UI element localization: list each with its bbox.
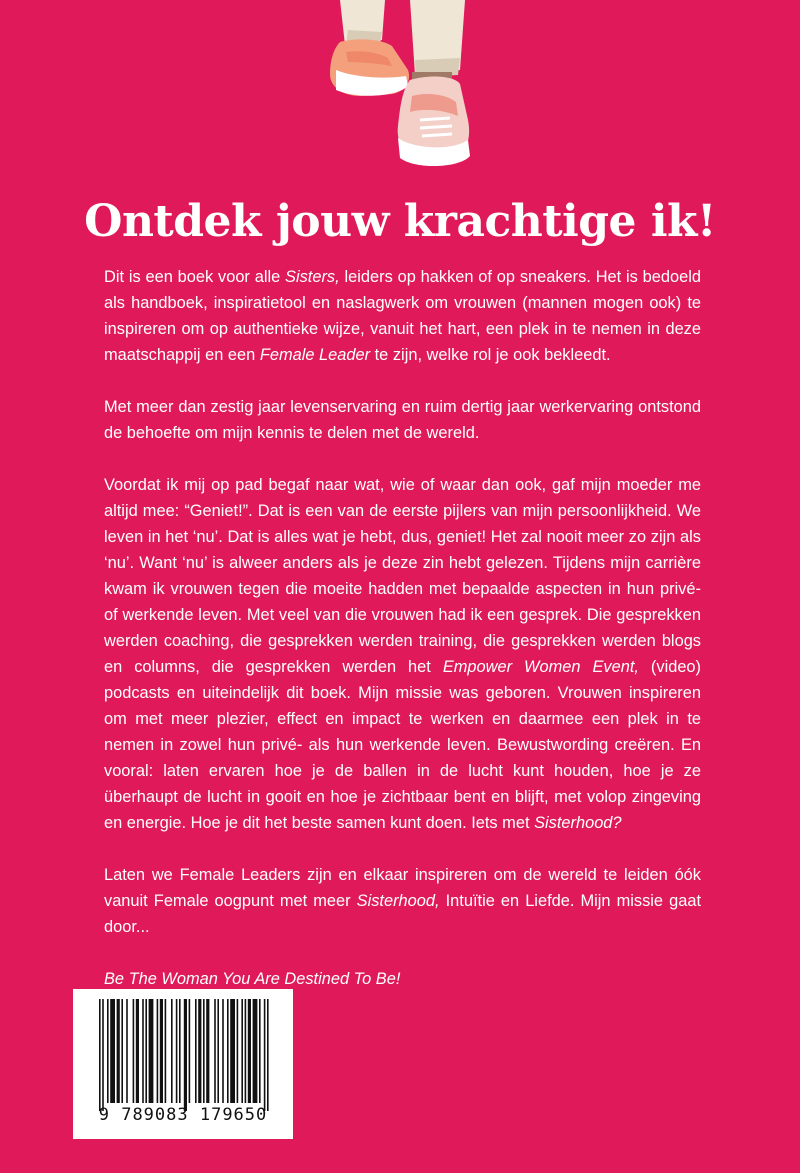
paragraph-intro: Dit is een boek voor alle Sisters, leiders op hakken of op sneakers. Het is bedoeld als handboek, inspiratietool en naslagwerk om vrouwen (mannen mogen ook) te inspireren om op authentieke wijze, vanuit het hart, een plek in te nemen in deze maatschappij en een Female Leader te zijn, welke rol je ook bekleedt. [104, 268, 701, 364]
paragraph-mission: Voordat ik mij op pad begaf naar wat, wie of waar dan ook, gaf mijn moeder me altijd mee: “Geniet!”. Dat is een van de eerste pijlers van mijn persoonlijkheid. We leven in het ‘nu’. Dat is alles wat je hebt, dus, geniet! Het zal nooit meer zo zijn als ‘nu’. Want ‘nu’ is alweer anders als je deze zin hebt gelezen. Tijdens mijn carrière kwam ik vrouwen tegen die moeite hadden met bepaalde aspecten in hun privé- of werkende leven. Met veel van die vrouwen had ik een gesprek. Die gesprekken werden coaching, die gesprekken werden training, die gesprekken werden blogs en columns, die gesprekken werden het Empower Women Event, (video) podcasts en uiteindelijk dit boek. Mijn missie was geboren. Vrouwen inspireren om met meer plezier, effect en impact te werken en daarmee een plek in te nemen in zowel hun privé- als hun werkende leven. Bewustwording creëren. En vooral: laten ervaren hoe je de ballen in de lucht kunt houden, hoe je ze überhaupt de lucht in gooit en hoe je zichtbaar bent en blijft, met volop zingeving en energie. Hoe je dit het beste samen kunt doen. Iets met Sisterhood? [104, 476, 702, 832]
barcode [73, 989, 293, 1139]
tagline: Be The Woman You Are Destined To Be! [104, 970, 401, 988]
isbn-number: 9 789083 179650 [98, 1105, 268, 1125]
headline: Ontdek jouw krachtige ik! [84, 196, 716, 247]
paragraph-closing: Laten we Female Leaders zijn en elkaar inspireren om de wereld te leiden óók vanuit Female oogpunt met meer Sisterhood, Intuïtie en Liefde. Mijn missie gaat door... [104, 866, 701, 936]
sneakers-illustration [300, 0, 500, 175]
back-cover-text [104, 264, 701, 1018]
paragraph-experience: Met meer dan zestig jaar levenservaring en ruim dertig jaar werkervaring ontstond de behoefte om mijn kennis te delen met de wereld. [104, 398, 701, 442]
